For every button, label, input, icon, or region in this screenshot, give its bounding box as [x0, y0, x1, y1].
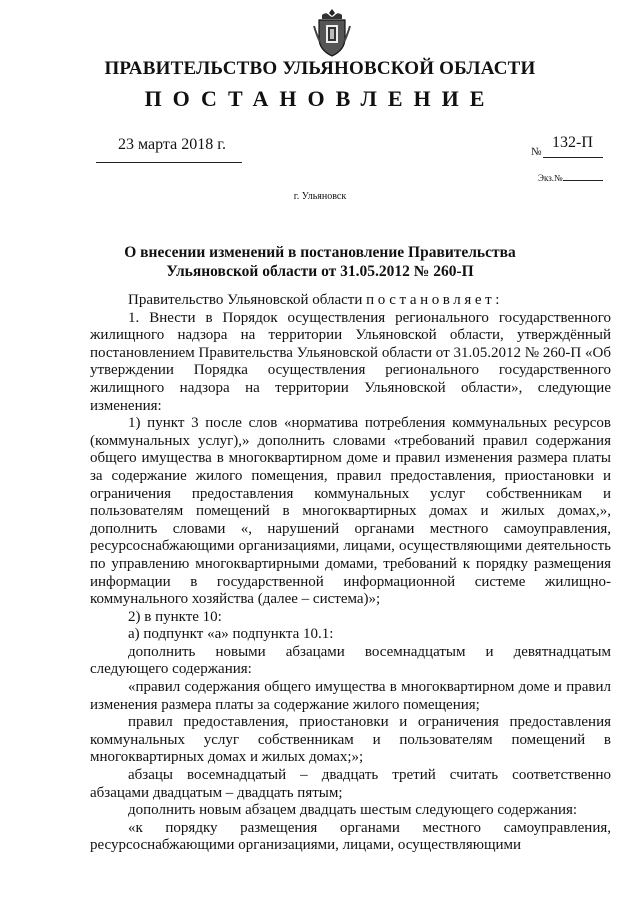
document-number: 132-П [552, 134, 593, 151]
copy-label: Экз.№ [538, 173, 563, 183]
paragraph-8: абзацы восемнадцатый – двадцать третий считать соответственно абзацами двадцатым – двадцать пятым; [90, 767, 611, 801]
coat-of-arms-icon [312, 8, 352, 58]
paragraph-9: дополнить новым абзацем двадцать шестым следующего содержания: [128, 802, 578, 819]
paragraph-5: дополнить новыми абзацами восемнадцатым и девятнадцатым следующего содержания: [90, 643, 611, 678]
intro-prefix: Правительство Ульяновской области [128, 292, 363, 308]
paragraph-7: правил предоставления, приостановки и ограничения предоставления коммунальных услуг собственникам и пользователям помещений в многоквартирных домах и жилых домах;»; [90, 714, 611, 766]
document-title [100, 243, 540, 281]
number-underline [543, 157, 603, 158]
city: г. Ульяновск [293, 191, 347, 202]
government-name: ПРАВИТЕЛЬСТВО УЛЬЯНОВСКОЙ ОБЛАСТИ [104, 58, 536, 79]
title-line-1: О внесении изменений в постановление Правительства [124, 244, 516, 261]
paragraph-3: 2) в пункте 10: [128, 608, 222, 625]
paragraph-6: «правил содержания общего имущества в многоквартирном доме и правил изменения размера платы за содержание жилого помещения; [90, 679, 611, 713]
copy-number-line [563, 180, 603, 181]
intro-verb: постановляет: [366, 292, 504, 308]
date-underline [96, 162, 242, 163]
paragraph-4: а) подпункт «а» подпункта 10.1: [128, 626, 334, 643]
title-line-2: Ульяновской области от 31.05.2012 № 260-П [166, 263, 474, 280]
document-body [90, 292, 611, 855]
document-date: 23 марта 2018 г. [118, 136, 226, 153]
copy-number [538, 173, 603, 183]
intro-paragraph [90, 292, 611, 310]
document-type: ПОСТАНОВЛЕНИЕ [144, 86, 496, 111]
paragraph-2: 1) пункт 3 после слов «норматива потребления коммунальных ресурсов (коммунальных услуг),» дополнить словами «требований правил содержания общего имущества в многоквартирном доме и правил изменения размера платы за содержание жилого помещения, правил предоставления, приостановки и ограничения предоставления коммунальных услуг собственникам и пользователям помещений в многоквартирных домах и жилых домах,», дополнить словами «, нарушений органами местного самоуправления, ресурсоснабжающими организациями, лицами, осуществляющими деятельность по управлению многоквартирными домами, требований к порядку размещения информации в государственной информационной системе жилищно-коммунального хозяйства (далее – система)»; [90, 415, 611, 608]
number-sign: № [531, 146, 542, 158]
paragraph-10: «к порядку размещения органами местного самоуправления, ресурсоснабжающими организациями, лицами, осуществляющими [90, 819, 611, 854]
paragraph-1: 1. Внести в Порядок осуществления регионального государственного жилищного надзора на территории Ульяновской области, утверждённый постановлением Правительства Ульяновской области от 31.05.2012 № 260-П «Об утверждении Порядка осуществления регионального государственного жилищного надзора на территории Ульяновской области», следующие изменения: [90, 309, 611, 414]
